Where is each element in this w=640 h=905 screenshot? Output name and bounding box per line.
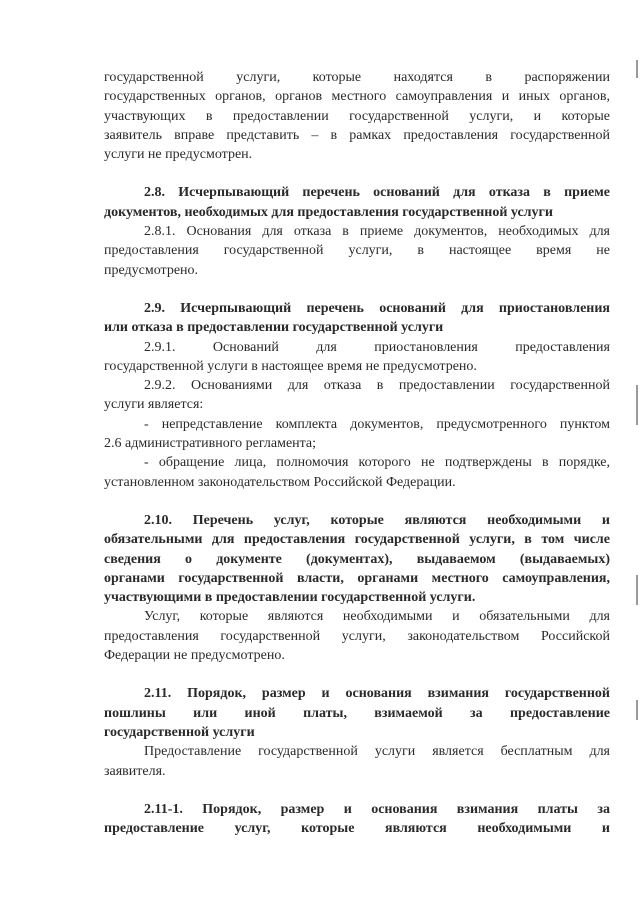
spacer (104, 280, 610, 299)
section-2-10-heading: обязательными для предоставления государственной услуги, в том числе (104, 532, 610, 548)
intro-line: государственной услуги, которые находятся в распоряжении (104, 70, 610, 85)
section-2-11-text: заявителя. (104, 763, 166, 779)
section-2-11-1-heading: 2.11-1. Порядок, размер и основания взимания платы за (144, 801, 610, 817)
section-2-8-text: предоставления государственной услуги, в настоящее время не (104, 243, 610, 259)
section-2-11-heading: 2.11. Порядок, размер и основания взимания государственной (144, 686, 610, 702)
section-2-9-list-item: - обращение лица, полномочия которого не подтверждены в порядке, (144, 455, 610, 471)
section-2-8-heading: 2.8. Исчерпывающий перечень оснований для отказа в приеме (144, 185, 610, 201)
section-2-8-heading: документов, необходимых для предоставления государственной услуги (104, 204, 553, 220)
spacer (104, 164, 610, 183)
spacer (104, 665, 610, 684)
section-2-8-text: предусмотрено. (104, 262, 199, 278)
section-2-9-heading: или отказа в предоставлении государственной услуги (104, 320, 444, 336)
spacer (104, 781, 610, 800)
section-2-9-text: 2.9.2. Основаниями для отказа в предоставлении государственной (144, 378, 610, 394)
section-2-11-heading: пошлины или иной платы, взимаемой за предоставление (104, 705, 610, 721)
intro-line: услуги не предусмотрен. (104, 147, 253, 163)
section-2-9-text: 2.9.1. Оснований для приостановления предоставления (144, 339, 610, 355)
section-2-10-heading: участвующими в предоставлении государственной услуги. (104, 590, 476, 606)
spacer (104, 492, 610, 511)
section-2-10-heading: сведения о документе (документах), выдаваемом (выдаваемых) (104, 551, 610, 567)
document-body (104, 68, 610, 838)
section-2-10-text: Услуг, которые являются необходимыми и обязательными для (144, 609, 610, 625)
intro-line: государственных органов, органов местного самоуправления и иных органов, (104, 89, 610, 105)
section-2-11-1-heading: предоставление услуг, которые являются необходимыми и (104, 821, 610, 837)
section-2-9-list-item: - непредставление комплекта документов, предусмотренного пунктом (144, 416, 610, 432)
intro-line: участвующих в предоставлении государственной услуги, и которые (104, 108, 610, 124)
section-2-11-heading: государственной услуги (104, 724, 255, 740)
section-2-10-text: Федерации не предусмотрено. (104, 648, 285, 664)
scan-edge-mark (636, 700, 638, 720)
scan-edge-mark (636, 60, 638, 78)
section-2-9-heading: 2.9. Исчерпывающий перечень оснований для приостановления (144, 300, 610, 316)
section-2-9-text: государственной услуги в настоящее время не предусмотрено. (104, 358, 477, 374)
intro-line: заявитель вправе представить – в рамках предоставления государственной (104, 127, 610, 143)
section-2-10-text: предоставления государственной услуги, законодательством Российской (104, 628, 610, 644)
section-2-9-list-item: 2.6 административного регламента; (104, 436, 317, 452)
section-2-9-text: услуги является: (104, 397, 204, 413)
scan-edge-mark (636, 575, 638, 605)
section-2-11-text: Предоставление государственной услуги является бесплатным для (144, 744, 610, 760)
scan-edge-mark (636, 385, 638, 425)
section-2-10-heading: 2.10. Перечень услуг, которые являются необходимыми и (144, 512, 610, 528)
section-2-8-text: 2.8.1. Основания для отказа в приеме документов, необходимых для (144, 224, 610, 240)
section-2-10-heading: органами государственной власти, органами местного самоуправления, (104, 570, 610, 586)
section-2-9-list-item: установленном законодательством Российской Федерации. (104, 474, 456, 490)
